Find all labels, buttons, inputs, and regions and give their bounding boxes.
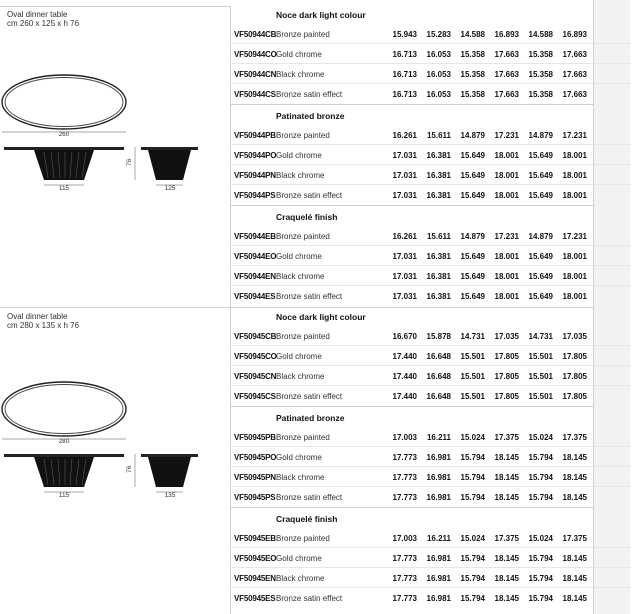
- price-cell: 18.145: [562, 574, 587, 583]
- product-code: VF50945EO: [234, 554, 277, 563]
- price-cell: 15.794: [528, 473, 553, 482]
- product-code: VF50944CO: [234, 50, 277, 59]
- price-cell: 18.145: [562, 594, 587, 603]
- price-cell: 16.053: [426, 70, 451, 79]
- price-row: [0, 266, 635, 286]
- product-code: VF50944ES: [234, 292, 276, 301]
- price-cell: 16.981: [426, 493, 451, 502]
- product-code: VF50944CN: [234, 70, 277, 79]
- price-cell: 15.794: [528, 594, 553, 603]
- price-cell: 17.231: [494, 131, 519, 140]
- dimension-height: 76: [126, 465, 133, 473]
- price-cell: 15.358: [528, 50, 553, 59]
- product-code: VF50945ES: [234, 594, 276, 603]
- product-code: VF50944PB: [234, 131, 276, 140]
- price-cell: 17.773: [392, 453, 417, 462]
- price-cell: 15.794: [528, 493, 553, 502]
- price-cell: 16.893: [562, 30, 587, 39]
- price-cell: 14.879: [528, 232, 553, 241]
- finish-name: Bronze satin effect: [276, 392, 343, 401]
- price-cell: 15.649: [460, 191, 485, 200]
- price-cell: 17.440: [392, 372, 417, 381]
- product-code: VF50945CN: [234, 372, 277, 381]
- price-cell: 16.648: [426, 372, 451, 381]
- price-row: [0, 427, 635, 447]
- product-title-line1: Oval dinner table: [7, 10, 68, 19]
- price-cell: 15.649: [528, 191, 553, 200]
- finish-group-title: Noce dark light colour: [276, 312, 366, 322]
- price-cell: 16.713: [392, 70, 417, 79]
- price-cell: 16.713: [392, 90, 417, 99]
- price-cell: 16.053: [426, 50, 451, 59]
- price-cell: 15.794: [528, 574, 553, 583]
- finish-name: Bronze satin effect: [276, 191, 343, 200]
- finish-name: Gold chrome: [276, 252, 322, 261]
- finish-name: Gold chrome: [276, 50, 322, 59]
- price-cell: 17.231: [562, 232, 587, 241]
- price-cell: 16.981: [426, 453, 451, 462]
- price-cell: 17.663: [494, 70, 519, 79]
- price-cell: 15.358: [460, 90, 485, 99]
- price-cell: 17.031: [392, 292, 417, 301]
- price-cell: 17.440: [392, 392, 417, 401]
- dimension-base-length: 115: [58, 492, 70, 499]
- price-cell: 15.501: [460, 392, 485, 401]
- finish-group-title: Patinated bronze: [276, 111, 345, 121]
- finish-name: Bronze satin effect: [276, 90, 343, 99]
- price-cell: 18.001: [562, 272, 587, 281]
- price-cell: 15.611: [426, 131, 451, 140]
- price-cell: 15.649: [460, 292, 485, 301]
- price-cell: 15.649: [460, 151, 485, 160]
- product-code: VF50945PB: [234, 433, 276, 442]
- price-cell: 15.649: [528, 252, 553, 261]
- price-cell: 15.649: [460, 272, 485, 281]
- price-cell: 16.261: [392, 232, 417, 241]
- price-row: [0, 467, 635, 487]
- price-cell: 17.375: [494, 433, 519, 442]
- price-cell: 16.381: [426, 292, 451, 301]
- price-cell: 17.805: [562, 352, 587, 361]
- price-cell: 16.981: [426, 554, 451, 563]
- price-cell: 18.145: [562, 493, 587, 502]
- price-cell: 16.670: [392, 332, 417, 341]
- finish-name: Black chrome: [276, 70, 325, 79]
- dimension-base-width: 125: [164, 185, 176, 192]
- price-cell: 15.358: [460, 50, 485, 59]
- price-cell: 18.001: [562, 292, 587, 301]
- price-cell: 18.001: [562, 151, 587, 160]
- price-cell: 17.773: [392, 594, 417, 603]
- price-cell: 17.663: [494, 90, 519, 99]
- finish-group-title: Patinated bronze: [276, 413, 345, 423]
- price-cell: 17.003: [392, 433, 417, 442]
- price-cell: 16.648: [426, 352, 451, 361]
- price-cell: 17.375: [562, 433, 587, 442]
- price-row: [0, 548, 635, 568]
- price-cell: 17.031: [392, 272, 417, 281]
- price-cell: 15.649: [528, 171, 553, 180]
- price-cell: 16.981: [426, 574, 451, 583]
- product-code: VF50945PS: [234, 493, 276, 502]
- price-cell: 17.031: [392, 171, 417, 180]
- price-row: [0, 326, 635, 346]
- price-row: [0, 568, 635, 588]
- price-cell: 16.381: [426, 272, 451, 281]
- finish-name: Bronze satin effect: [276, 292, 343, 301]
- price-cell: 16.381: [426, 171, 451, 180]
- price-cell: 17.663: [562, 70, 587, 79]
- price-cell: 16.981: [426, 473, 451, 482]
- finish-name: Black chrome: [276, 272, 325, 281]
- dimension-base-width: 135: [164, 492, 176, 499]
- price-row: [0, 386, 635, 406]
- price-row: [0, 165, 635, 185]
- group-divider: [230, 104, 593, 105]
- product-code: VF50945PO: [234, 453, 277, 462]
- price-cell: 18.145: [562, 554, 587, 563]
- price-cell: 18.145: [494, 493, 519, 502]
- finish-name: Gold chrome: [276, 453, 322, 462]
- price-cell: 17.375: [562, 534, 587, 543]
- price-cell: 18.145: [494, 453, 519, 462]
- price-cell: 15.649: [528, 292, 553, 301]
- price-cell: 17.031: [392, 151, 417, 160]
- price-row: [0, 185, 635, 205]
- price-row: [0, 145, 635, 165]
- finish-group-title: Noce dark light colour: [276, 10, 366, 20]
- price-cell: 15.794: [460, 493, 485, 502]
- price-cell: 16.211: [426, 433, 451, 442]
- price-cell: 14.879: [460, 131, 485, 140]
- product-code: VF50944CS: [234, 90, 276, 99]
- dimension-base-length: 115: [58, 185, 70, 192]
- price-row: [0, 24, 635, 44]
- price-cell: 16.648: [426, 392, 451, 401]
- product-code: VF50944EN: [234, 272, 276, 281]
- product-code: VF50945PN: [234, 473, 276, 482]
- product-title-line1: Oval dinner table: [7, 312, 68, 321]
- price-cell: 15.649: [528, 151, 553, 160]
- price-cell: 15.024: [528, 534, 553, 543]
- price-cell: 17.003: [392, 534, 417, 543]
- finish-name: Bronze painted: [276, 534, 330, 543]
- finish-name: Bronze painted: [276, 433, 330, 442]
- product-code: VF50944PN: [234, 171, 276, 180]
- price-cell: 17.773: [392, 574, 417, 583]
- price-cell: 16.981: [426, 594, 451, 603]
- finish-group-title: Craquelé finish: [276, 212, 338, 222]
- price-cell: 17.231: [494, 232, 519, 241]
- product-title-line2: cm 260 x 125 x h 76: [7, 19, 80, 28]
- product-code: VF50944CB: [234, 30, 277, 39]
- dimension-length: 280: [58, 438, 70, 445]
- price-row: [0, 366, 635, 386]
- price-cell: 18.145: [494, 574, 519, 583]
- price-cell: 15.794: [460, 554, 485, 563]
- price-cell: 15.649: [460, 171, 485, 180]
- section-divider: [0, 6, 230, 7]
- finish-name: Gold chrome: [276, 554, 322, 563]
- price-cell: 15.878: [426, 332, 451, 341]
- price-cell: 18.145: [494, 594, 519, 603]
- dimension-height: 76: [126, 158, 133, 166]
- finish-name: Bronze painted: [276, 30, 330, 39]
- price-cell: 15.501: [460, 372, 485, 381]
- product-code: VF50944EB: [234, 232, 276, 241]
- price-cell: 16.261: [392, 131, 417, 140]
- product-code: VF50944EO: [234, 252, 277, 261]
- finish-name: Black chrome: [276, 473, 325, 482]
- price-cell: 14.879: [528, 131, 553, 140]
- product-title-line2: cm 280 x 135 x h 76: [7, 321, 80, 330]
- price-row: [0, 286, 635, 306]
- price-row: [0, 64, 635, 84]
- price-cell: 14.588: [528, 30, 553, 39]
- group-divider: [230, 406, 593, 407]
- price-cell: 18.001: [494, 171, 519, 180]
- finish-name: Bronze painted: [276, 332, 330, 341]
- price-row: [0, 528, 635, 548]
- price-cell: 17.805: [494, 352, 519, 361]
- price-cell: 17.805: [494, 372, 519, 381]
- group-divider: [230, 507, 593, 508]
- price-cell: 18.001: [562, 191, 587, 200]
- product-block-2: [0, 307, 635, 614]
- product-code: VF50945EB: [234, 534, 276, 543]
- product-code: VF50945CS: [234, 392, 276, 401]
- price-row: [0, 246, 635, 266]
- price-cell: 18.145: [562, 473, 587, 482]
- price-row: [0, 447, 635, 467]
- product-code: VF50944PO: [234, 151, 277, 160]
- price-cell: 17.773: [392, 554, 417, 563]
- price-cell: 15.794: [460, 473, 485, 482]
- price-cell: 18.001: [562, 252, 587, 261]
- finish-name: Bronze painted: [276, 232, 330, 241]
- finish-name: Gold chrome: [276, 352, 322, 361]
- price-cell: 18.001: [562, 171, 587, 180]
- price-cell: 15.943: [392, 30, 417, 39]
- price-cell: 15.794: [460, 574, 485, 583]
- price-cell: 17.663: [494, 50, 519, 59]
- price-cell: 17.375: [494, 534, 519, 543]
- price-cell: 15.649: [460, 252, 485, 261]
- price-cell: 17.035: [562, 332, 587, 341]
- price-row: [0, 487, 635, 507]
- price-cell: 15.358: [460, 70, 485, 79]
- price-cell: 18.001: [494, 151, 519, 160]
- product-code: VF50945EN: [234, 574, 276, 583]
- price-cell: 17.031: [392, 252, 417, 261]
- price-cell: 15.794: [460, 453, 485, 462]
- price-cell: 15.501: [460, 352, 485, 361]
- finish-name: Gold chrome: [276, 151, 322, 160]
- price-row: [0, 125, 635, 145]
- finish-name: Bronze satin effect: [276, 493, 343, 502]
- price-cell: 18.145: [494, 473, 519, 482]
- price-cell: 15.283: [426, 30, 451, 39]
- finish-name: Black chrome: [276, 171, 325, 180]
- price-cell: 18.001: [494, 272, 519, 281]
- price-cell: 17.035: [494, 332, 519, 341]
- product-code: VF50945CO: [234, 352, 277, 361]
- price-cell: 15.024: [460, 534, 485, 543]
- price-cell: 17.663: [562, 50, 587, 59]
- price-cell: 17.773: [392, 493, 417, 502]
- price-cell: 16.381: [426, 191, 451, 200]
- finish-name: Black chrome: [276, 372, 325, 381]
- finish-name: Bronze painted: [276, 131, 330, 140]
- price-cell: 16.381: [426, 252, 451, 261]
- price-cell: 15.358: [528, 90, 553, 99]
- price-cell: 15.358: [528, 70, 553, 79]
- price-row: [0, 84, 635, 104]
- price-cell: 16.893: [494, 30, 519, 39]
- price-cell: 18.001: [494, 252, 519, 261]
- price-cell: 17.805: [562, 392, 587, 401]
- price-cell: 17.663: [562, 90, 587, 99]
- price-cell: 14.731: [460, 332, 485, 341]
- price-cell: 15.794: [528, 453, 553, 462]
- price-cell: 16.053: [426, 90, 451, 99]
- price-cell: 18.145: [494, 554, 519, 563]
- price-cell: 18.001: [494, 191, 519, 200]
- price-cell: 17.031: [392, 191, 417, 200]
- price-cell: 15.501: [528, 392, 553, 401]
- price-cell: 15.024: [528, 433, 553, 442]
- group-divider: [230, 205, 593, 206]
- price-cell: 18.001: [494, 292, 519, 301]
- price-row: [0, 44, 635, 64]
- price-cell: 17.773: [392, 473, 417, 482]
- product-code: VF50944PS: [234, 191, 276, 200]
- price-row: [0, 226, 635, 246]
- price-cell: 15.024: [460, 433, 485, 442]
- finish-name: Bronze satin effect: [276, 594, 343, 603]
- finish-group-title: Craquelé finish: [276, 514, 338, 524]
- price-cell: 17.231: [562, 131, 587, 140]
- price-row: [0, 588, 635, 608]
- price-cell: 16.713: [392, 50, 417, 59]
- price-cell: 15.794: [528, 554, 553, 563]
- price-cell: 14.731: [528, 332, 553, 341]
- price-cell: 15.501: [528, 372, 553, 381]
- price-row: [0, 346, 635, 366]
- product-code: VF50945CB: [234, 332, 277, 341]
- price-cell: 18.145: [562, 453, 587, 462]
- price-cell: 15.501: [528, 352, 553, 361]
- price-cell: 15.649: [528, 272, 553, 281]
- section-divider: [0, 307, 593, 308]
- price-cell: 17.440: [392, 352, 417, 361]
- price-cell: 16.381: [426, 151, 451, 160]
- price-cell: 16.211: [426, 534, 451, 543]
- price-cell: 17.805: [494, 392, 519, 401]
- price-cell: 15.794: [460, 594, 485, 603]
- price-cell: 17.805: [562, 372, 587, 381]
- dimension-length: 260: [58, 131, 70, 138]
- price-cell: 14.588: [460, 30, 485, 39]
- price-cell: 15.611: [426, 232, 451, 241]
- price-cell: 14.879: [460, 232, 485, 241]
- finish-name: Black chrome: [276, 574, 325, 583]
